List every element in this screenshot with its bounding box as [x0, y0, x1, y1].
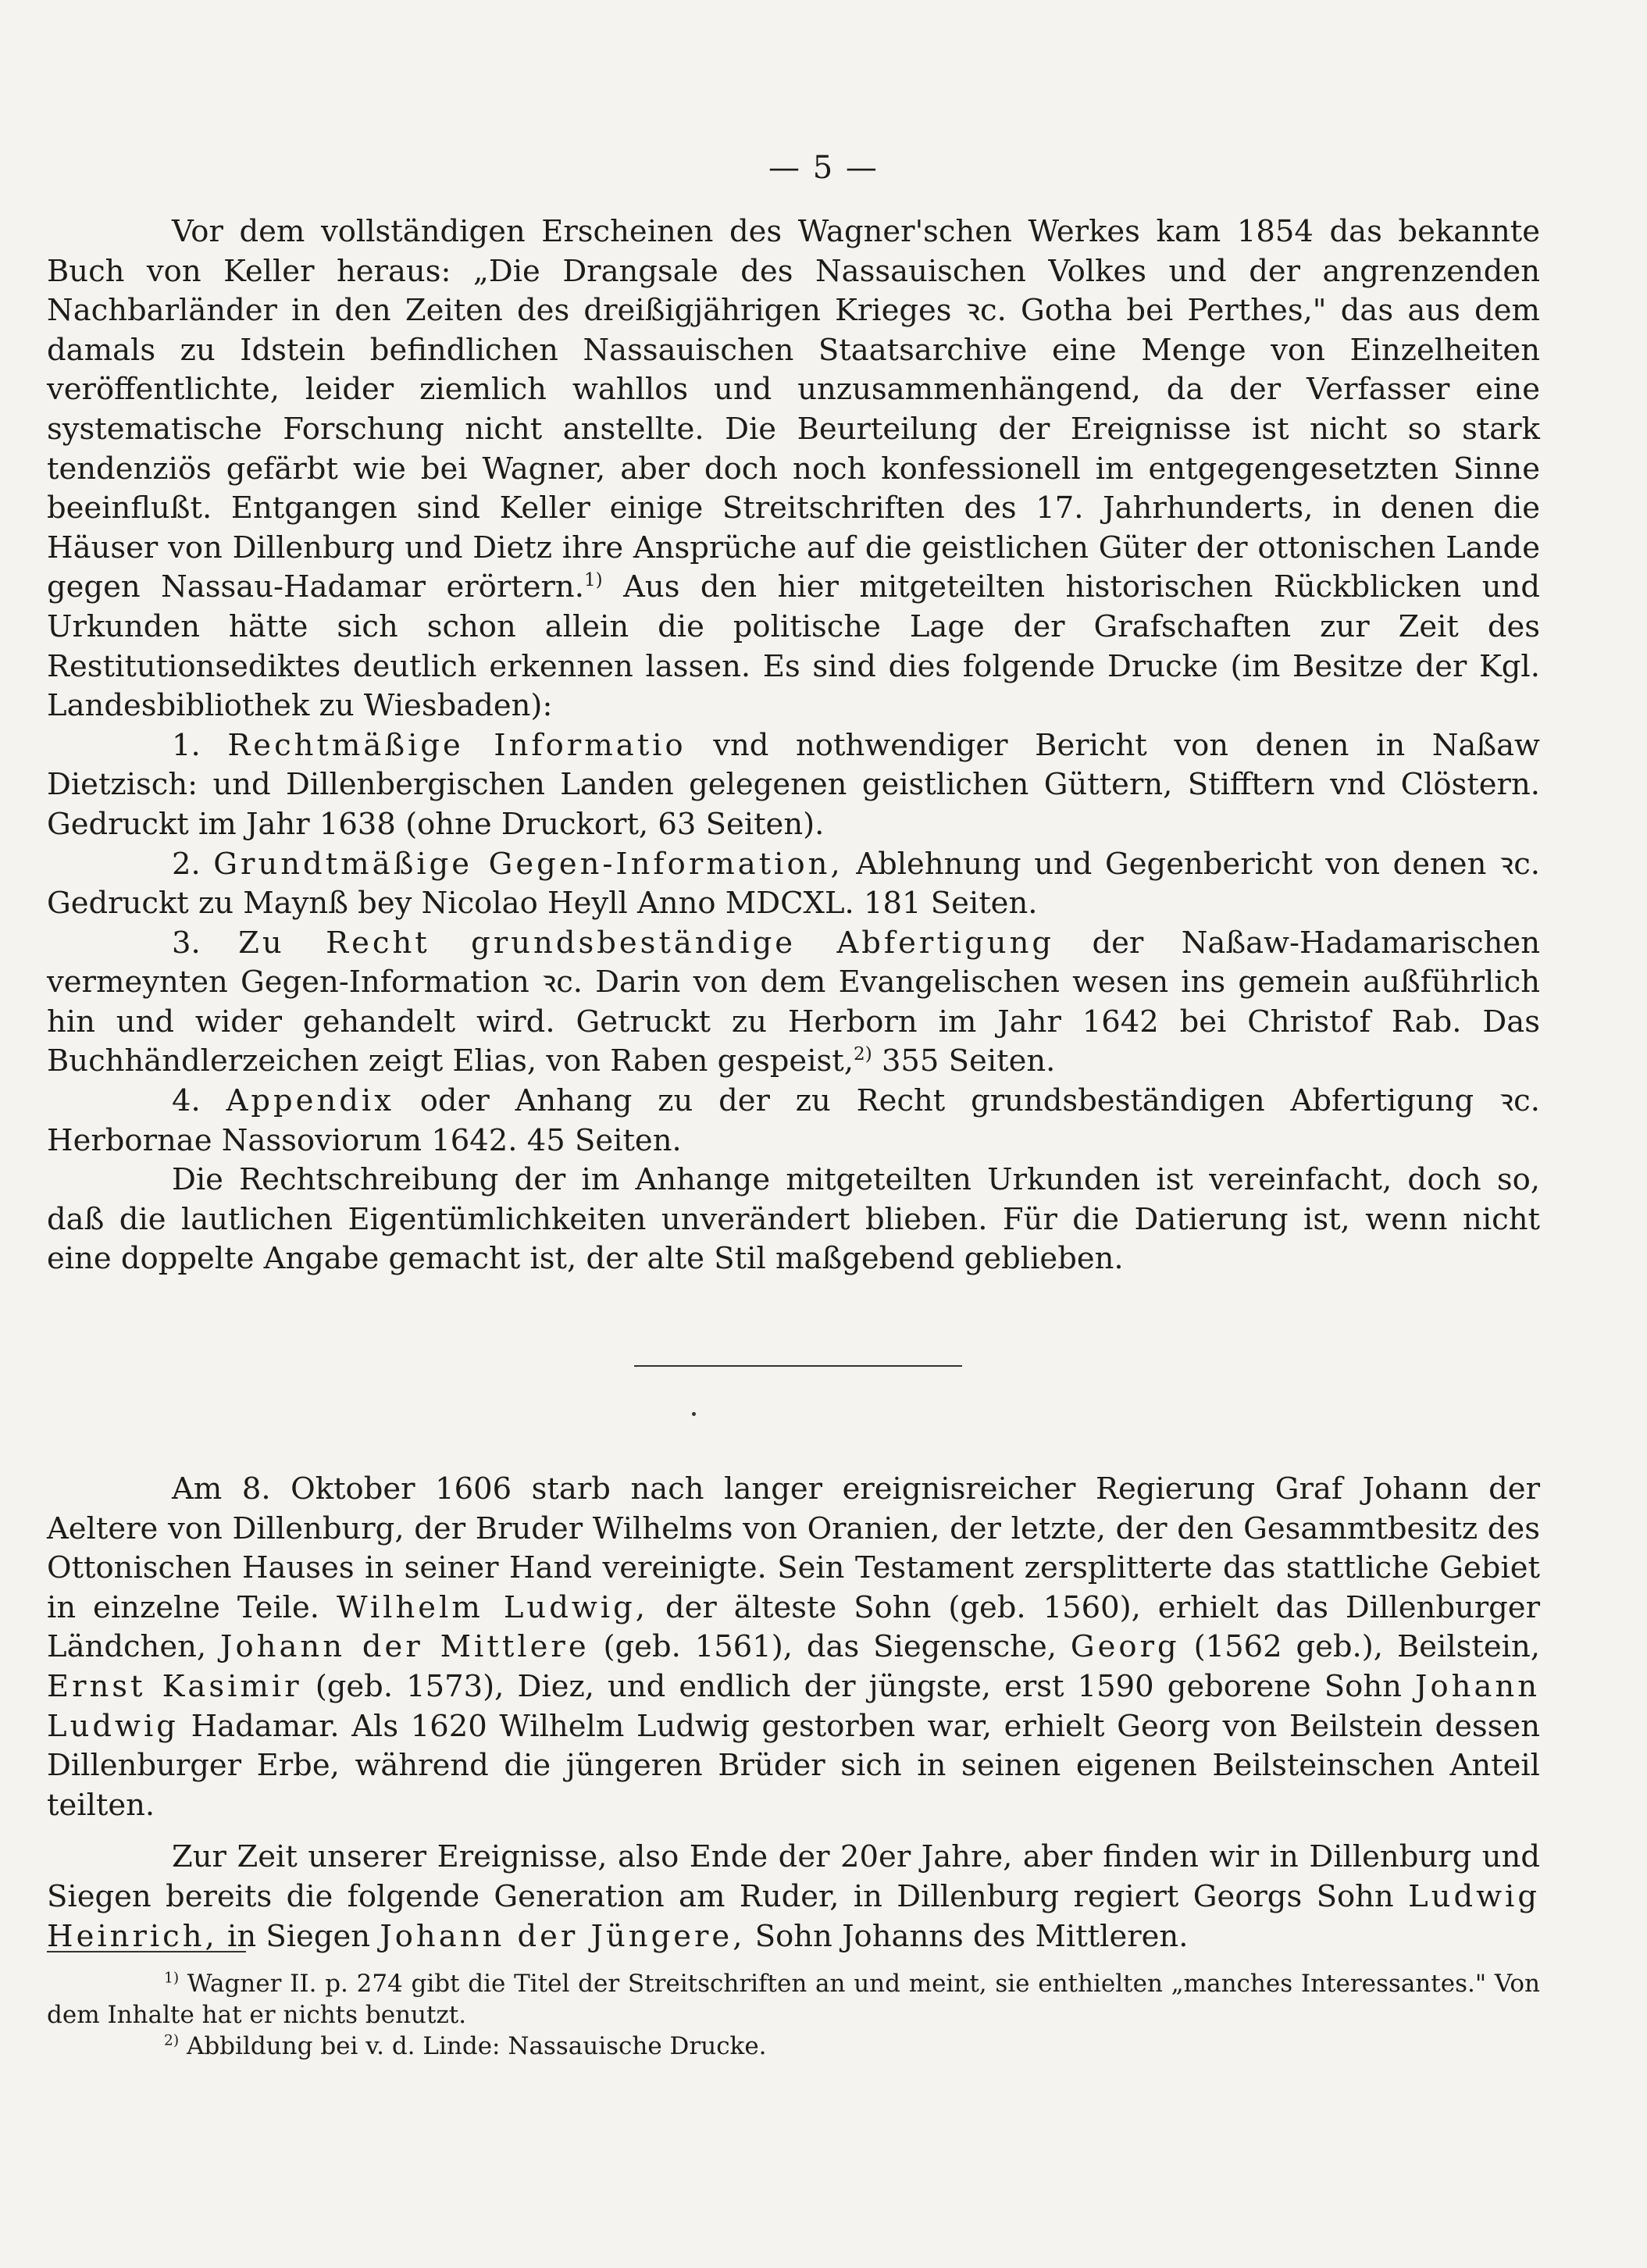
footnote: [47, 2031, 1540, 2062]
list-item-text: Ablehnung und Gegenbericht von denen ꝛc. Gedruckt zu Maynß bey Nicolao Heyll Anno MDCXL. 181 Seiten.: [47, 846, 1540, 922]
main-text-section-1: [47, 212, 1540, 1279]
list-item-title: Zu Recht grundsbeständige Abfertigung: [238, 925, 1055, 961]
footnotes: [47, 1968, 1540, 2062]
footnote-text: Wagner II. p. 274 gibt die Titel der Streitschriften an und meint, sie enthielten „manches Interessantes." Von dem Inhalte hat er nichts benutzt.: [47, 1970, 1540, 2029]
divider-dot: [692, 1412, 696, 1416]
footnote-marker: 1): [164, 1970, 180, 1987]
intro-paragraph: [47, 212, 1540, 726]
list-item-text-after: 355 Seiten.: [872, 1043, 1056, 1079]
list-item-title: Rechtmäßige Informatio: [227, 727, 686, 763]
person-name: Ludwig Heinrich,: [47, 1878, 1540, 1954]
list-item-text: oder Anhang zu der zu Recht grundsbeständigen Abfertigung ꝛc. Herbornae Nassoviorum 1642. 45 Seiten.: [47, 1083, 1540, 1158]
list-item-title: Grundtmäßige Gegen-Information,: [213, 846, 843, 882]
footnote-ref-1: 1): [583, 570, 603, 591]
list-item: [47, 726, 1540, 845]
person-name: Ernst Kasimir: [47, 1668, 302, 1704]
list-item: [47, 924, 1540, 1082]
main-text-section-2: [47, 1470, 1540, 1956]
list-item-text: der Naßaw-Hadamarischen vermeynten Gegen-Information ꝛc. Darin von dem Evangelischen wesen ins gemein außführlich hin und wider gehandelt wird. Getruckt zu Herborn im Jahr 1642 bei Christof Rab. Das Buchhändlerzeichen zeigt Elias, von Raben gespeist,: [47, 925, 1540, 1079]
paragraph-text: Hadamar. Als 1620 Wilhelm Ludwig gestorben war, erhielt Georg von Beilstein dessen Dillenburger Erbe, während die jüngeren Brüder sich in seinen eigenen Beilsteinschen Anteil teilten.: [47, 1708, 1540, 1823]
footnote-ref-2: 2): [854, 1044, 872, 1065]
person-name: Wilhelm Ludwig,: [336, 1589, 648, 1625]
list-item-text: vnd nothwendiger Bericht von denen in Naßaw Dietzisch: und Dillenbergischen Landen gelegenen geistlichen Güttern, Stifftern vnd Clöstern. Gedruckt im Jahr 1638 (ohne Druckort, 63 Seiten).: [47, 727, 1540, 842]
list-item: [47, 845, 1540, 924]
list-item-number: 4.: [172, 1083, 201, 1119]
paragraph-text: Am 8. Oktober 1606 starb nach langer ereignisreicher Regierung Graf Johann der Aeltere von Dillenburg, der Bruder Wilhelms von Oranien, der letzte, der den Gesammtbesitz des Ottonischen Hauses in seiner Hand vereinigte. Sein Testament zersplitterte das stattliche Gebiet in einzelne Teile.: [47, 1471, 1540, 1625]
paragraph-text: Zur Zeit unserer Ereignisse, also Ende der 20er Jahre, aber finden wir in Dillenburg und Siegen bereits die folgende Generation am Ruder, in Dillenburg regiert Georgs Sohn: [47, 1839, 1540, 1914]
paragraph-text: in Siegen: [217, 1918, 380, 1954]
footnote: [47, 1968, 1540, 2031]
person-name: Georg: [1070, 1629, 1180, 1665]
intro-text: Vor dem vollständigen Erscheinen des Wagner'schen Werkes kam 1854 das bekannte Buch von Keller heraus: „Die Drangsale des Nassauischen Volkes und der angrenzenden Nachbarländer in den Zeiten des dreißigjährigen Krieges ꝛc. Gotha bei Perthes," das aus dem damals zu Idstein befindlichen Nassauischen Staatsarchive eine Menge von Einzelheiten veröffentlichte, leider ziemlich wahllos und unzusammenhängend, da der Verfasser eine systematische Forschung nicht anstellte. Die Beurteilung der Ereignisse ist nicht so stark tendenziös gefärbt wie bei Wagner, aber doch noch konfessionell im entgegengesetzten Sinne beeinflußt. Entgangen sind Keller einige Streitschriften des 17. Jahrhunderts, in denen die Häuser von Dillenburg und Dietz ihre Ansprüche auf die geistlichen Güter der ottonischen Lande gegen Nassau-Hadamar erörtern.: [47, 214, 1540, 605]
footnote-divider: [47, 1951, 246, 1952]
list-item-number: 2.: [172, 846, 201, 882]
succession-paragraph: [47, 1838, 1540, 1956]
intro-continuation: Aus den hier mitgeteilten historischen Rückblicken und Urkunden hätte sich schon allein die politische Lage der Grafschaften zur Zeit des Restitutionsediktes deutlich erkennen lassen. Es sind dies folgende Drucke (im Besitze der Kgl. Landesbibliothek zu Wiesbaden):: [47, 569, 1540, 724]
footnote-marker: 2): [164, 2032, 180, 2049]
person-name: Johann der Jüngere,: [380, 1918, 746, 1954]
paragraph-text: der älteste Sohn (geb. 1560), erhielt das Dillenburger Ländchen,: [47, 1589, 1540, 1665]
paragraph-text: (geb. 1561), das Siegensche,: [589, 1629, 1071, 1665]
list-item-number: 3.: [172, 925, 201, 961]
paragraph-text: (geb. 1573), Diez, und endlich der jüngste, erst 1590 geborene Sohn: [301, 1668, 1416, 1704]
person-name: Johann Ludwig: [47, 1668, 1540, 1744]
list-item-number: 1.: [172, 727, 201, 763]
paragraph-text: (1562 geb.), Beilstein,: [1179, 1629, 1541, 1665]
person-name: Johann der Mittlere: [220, 1629, 590, 1665]
list-item-title: Appendix: [226, 1083, 394, 1119]
footnote-text: Abbildung bei v. d. Linde: Nassauische Drucke.: [179, 2032, 767, 2060]
page-number: — 5 —: [768, 150, 879, 186]
paragraph-text: Sohn Johanns des Mittleren.: [745, 1918, 1189, 1954]
closing-paragraph: Die Rechtschreibung der im Anhange mitgeteilten Urkunden ist vereinfacht, doch so, daß die lautlichen Eigentümlichkeiten unverändert blieben. Für die Datierung ist, wenn nicht eine doppelte Angabe gemacht ist, der alte Stil maßgebend geblieben.: [47, 1162, 1540, 1277]
section-divider: [634, 1365, 962, 1367]
genealogy-paragraph: [47, 1470, 1540, 1825]
list-item: [47, 1082, 1540, 1161]
